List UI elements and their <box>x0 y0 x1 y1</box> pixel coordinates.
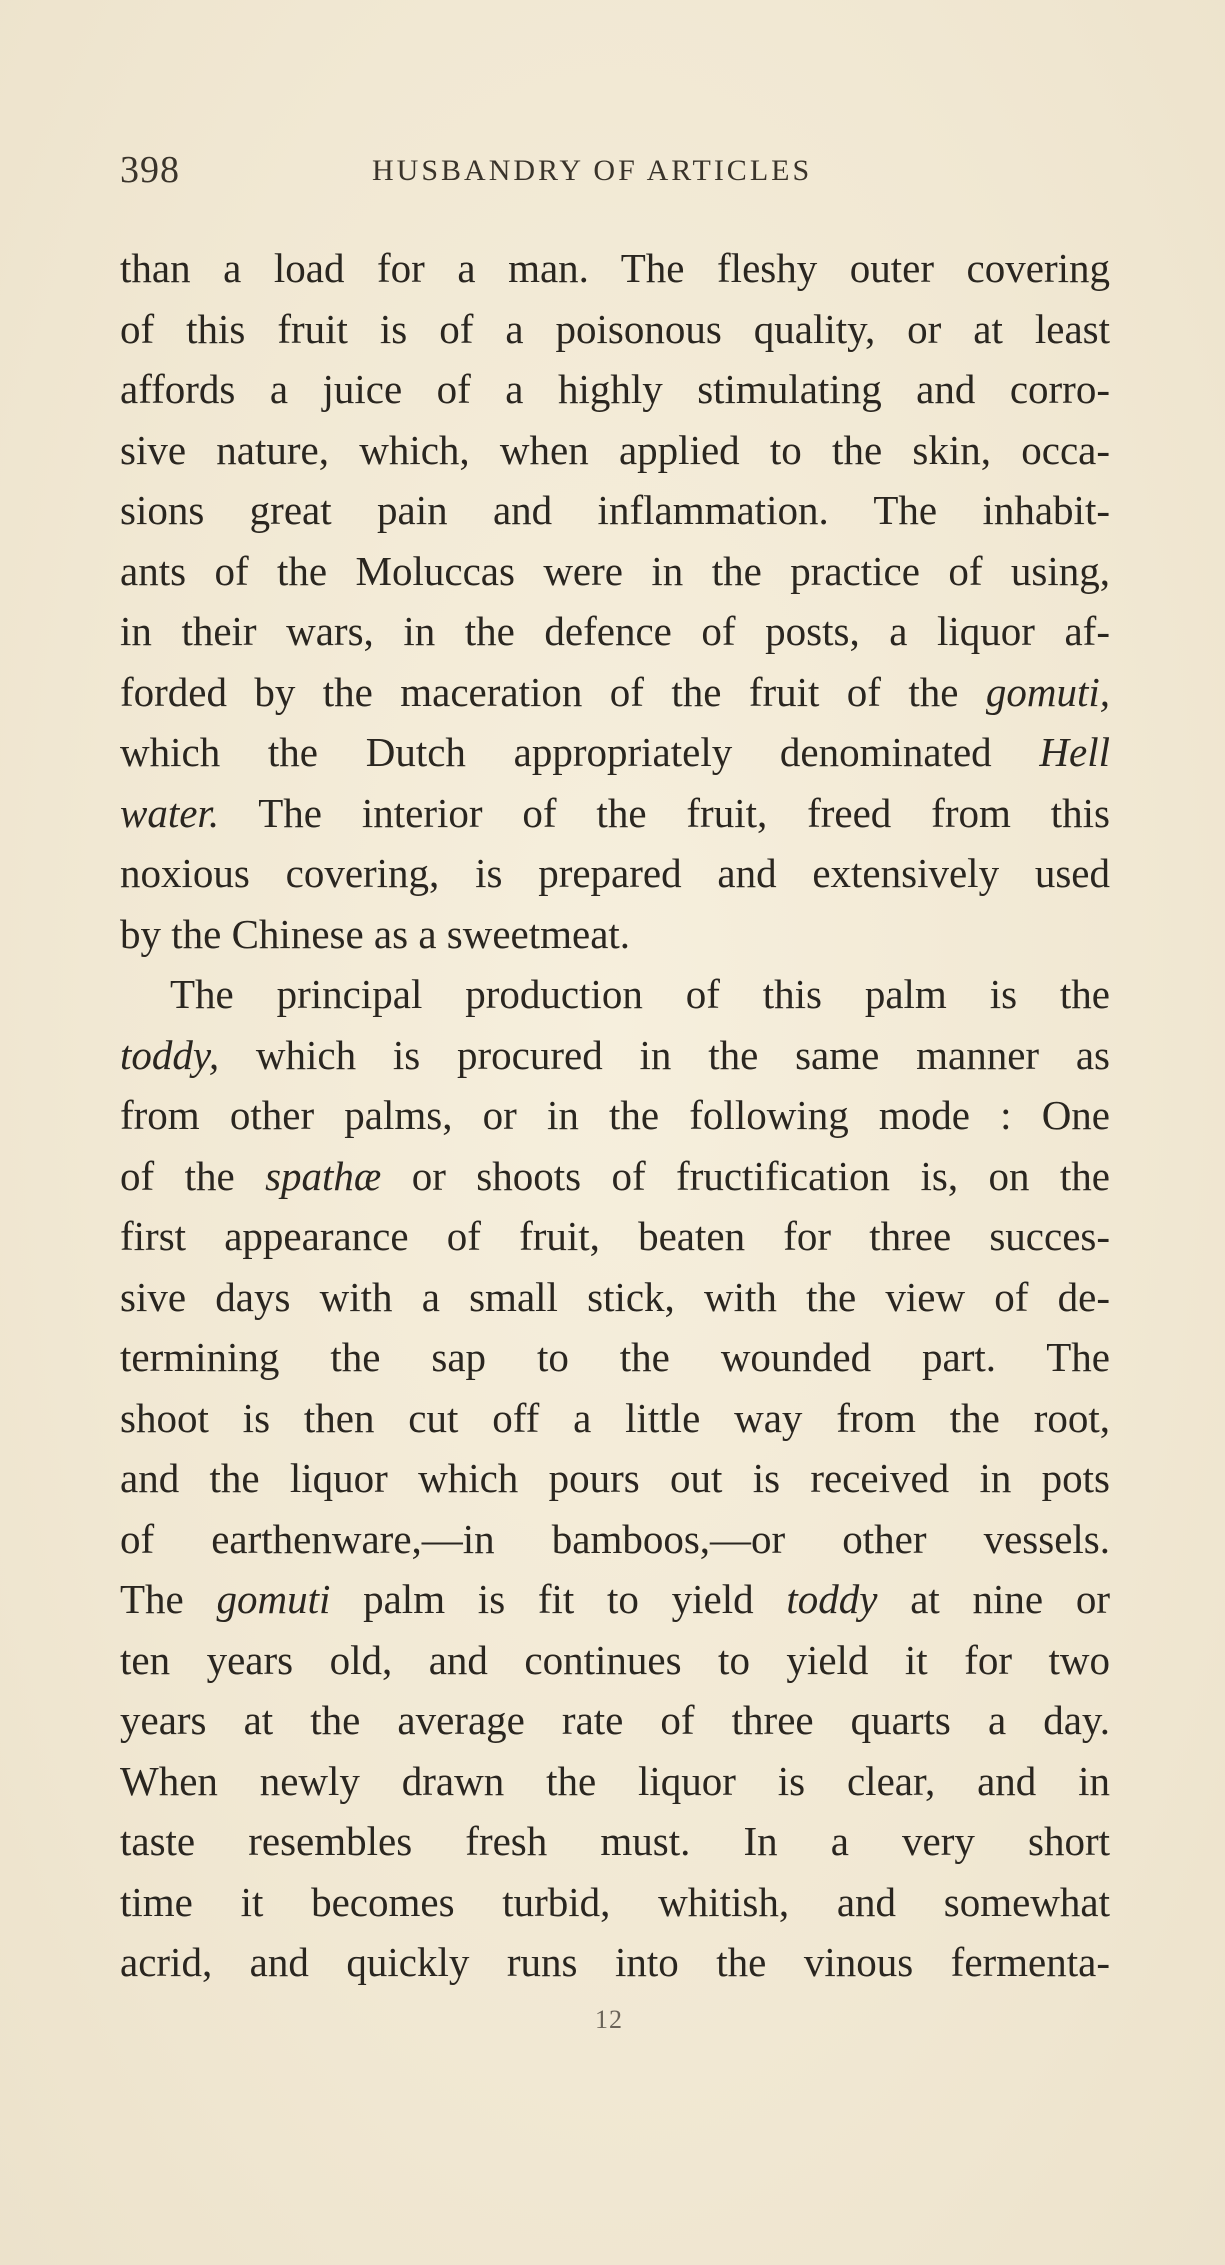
text-line <box>120 601 1110 662</box>
running-head: HUSBANDRY OF ARTICLES <box>372 154 813 187</box>
page-number: 398 <box>120 149 180 191</box>
text-run: in their wars, in the defence of posts, a liquor af- <box>120 608 1110 654</box>
text-run: affords a juice of a highly stimulating and corro- <box>120 366 1110 412</box>
text-run: of earthenware,—in bamboos,—or other vessels. <box>120 1515 1110 1562</box>
italic-text: gomuti, <box>985 668 1110 715</box>
text-line <box>120 1932 1110 1993</box>
text-run: at nine or <box>877 1576 1110 1622</box>
text-run: The principal production of this palm is the <box>170 971 1110 1017</box>
text-line <box>120 1872 1110 1933</box>
text-line <box>120 662 1110 723</box>
text-line <box>120 1206 1110 1267</box>
text-run: than a load for a man. The fleshy outer covering <box>120 245 1110 291</box>
text-run: shoot is then cut off a little way from the root, <box>120 1394 1110 1441</box>
text-run: by the Chinese as a sweetmeat. <box>120 910 631 957</box>
italic-text: toddy, <box>120 1031 220 1078</box>
text-run: which the Dutch appropriately denominated <box>120 729 1040 775</box>
text-line <box>120 904 1110 965</box>
text-run: sive days with a small stick, with the view of de- <box>120 1273 1110 1320</box>
text-run: The interior of the fruit, freed from this <box>219 789 1110 836</box>
text-line <box>120 420 1110 481</box>
text-line <box>120 843 1110 904</box>
text-run: first appearance of fruit, beaten for three succes- <box>120 1213 1110 1259</box>
text-line <box>120 480 1110 541</box>
text-line <box>120 1085 1110 1146</box>
text-line <box>120 1811 1110 1872</box>
text-run: which is procured in the same manner as <box>219 1031 1110 1078</box>
text-line <box>120 1327 1110 1388</box>
text-run: sive nature, which, when applied to the skin, occa- <box>120 426 1110 473</box>
text-line <box>120 1751 1110 1812</box>
text-run: sions great pain and inflammation. The inhabit- <box>120 487 1110 533</box>
text-run: noxious covering, is prepared and extensively used <box>120 850 1110 896</box>
text-run: When newly drawn the liquor is clear, and in <box>120 1757 1110 1804</box>
text-line <box>120 1690 1110 1751</box>
text-run: forded by the maceration of the fruit of the <box>120 668 986 715</box>
text-run: ants of the Moluccas were in the practice of using, <box>120 547 1110 594</box>
text-run: The <box>120 1576 217 1622</box>
text-run: or shoots of fructification is, on the <box>381 1152 1110 1199</box>
text-run: termining the sap to the wounded part. The <box>120 1334 1110 1380</box>
page-header <box>120 148 1110 198</box>
text-line <box>120 1388 1110 1449</box>
text-line <box>120 359 1110 420</box>
text-run: ten years old, and continues to yield it for two <box>120 1636 1110 1683</box>
text-run: of the <box>120 1152 266 1199</box>
italic-text: toddy <box>786 1576 878 1622</box>
text-run: palm is fit to yield <box>330 1576 787 1622</box>
text-line <box>120 722 1110 783</box>
text-run: years at the average rate of three quarts a day. <box>120 1697 1110 1743</box>
text-line <box>120 1630 1110 1691</box>
text-line <box>120 1267 1110 1328</box>
text-line <box>120 1025 1110 1086</box>
text-line <box>120 783 1110 844</box>
signature-mark: 12 <box>595 2005 623 2034</box>
text-run: taste resembles fresh must. In a very short <box>120 1818 1110 1864</box>
text-run: time it becomes turbid, whitish, and somewhat <box>120 1878 1110 1925</box>
text-run: of this fruit is of a poisonous quality, or at least <box>120 305 1110 352</box>
text-line <box>120 1146 1110 1207</box>
text-line <box>120 299 1110 360</box>
text-line <box>120 1509 1110 1570</box>
italic-text: water. <box>120 789 220 836</box>
text-line <box>120 1569 1110 1630</box>
italic-text: Hell <box>1039 729 1110 775</box>
text-run: and the liquor which pours out is received in pots <box>120 1455 1110 1501</box>
text-run: acrid, and quickly runs into the vinous fermenta- <box>120 1939 1110 1985</box>
text-line <box>120 238 1110 299</box>
text-line <box>120 541 1110 602</box>
body-text <box>120 238 1110 1993</box>
text-run: from other palms, or in the following mode : One <box>120 1092 1110 1138</box>
italic-text: gomuti <box>216 1576 331 1622</box>
italic-text: spathæ <box>265 1152 382 1199</box>
text-line <box>120 1448 1110 1509</box>
text-line <box>120 964 1110 1025</box>
